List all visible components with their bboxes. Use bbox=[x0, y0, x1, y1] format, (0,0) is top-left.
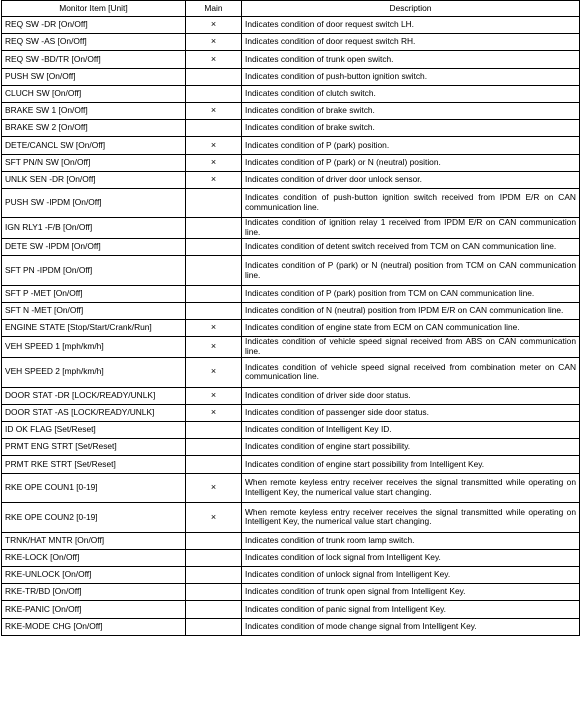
monitor-item-cell: ID OK FLAG [Set/Reset] bbox=[2, 421, 186, 438]
main-cell bbox=[186, 188, 242, 218]
description-cell: Indicates condition of P (park) or N (neutral) position from TCM on CAN communication line. bbox=[242, 256, 580, 286]
main-cell bbox=[186, 218, 242, 239]
table-body bbox=[2, 17, 580, 636]
main-cell: × bbox=[186, 473, 242, 503]
monitor-item-cell: IGN RLY1 -F/B [On/Off] bbox=[2, 218, 186, 239]
description-cell: Indicates condition of trunk open signal from Intelligent Key. bbox=[242, 584, 580, 601]
main-cell bbox=[186, 567, 242, 584]
main-cell bbox=[186, 239, 242, 256]
main-cell bbox=[186, 421, 242, 438]
main-cell bbox=[186, 584, 242, 601]
main-cell: × bbox=[186, 337, 242, 358]
description-cell: Indicates condition of driver door unlock sensor. bbox=[242, 171, 580, 188]
description-cell: Indicates condition of passenger side door status. bbox=[242, 404, 580, 421]
table-row bbox=[2, 218, 580, 239]
table-row bbox=[2, 404, 580, 421]
main-cell: × bbox=[186, 387, 242, 404]
main-cell bbox=[186, 439, 242, 456]
monitor-item-cell: SFT N -MET [On/Off] bbox=[2, 303, 186, 320]
table-row bbox=[2, 51, 580, 68]
table-row bbox=[2, 456, 580, 473]
table-row bbox=[2, 68, 580, 85]
main-cell: × bbox=[186, 137, 242, 154]
monitor-item-cell: DOOR STAT -DR [LOCK/READY/UNLK] bbox=[2, 387, 186, 404]
table-header-row bbox=[2, 1, 580, 17]
table-row bbox=[2, 584, 580, 601]
monitor-item-cell: RKE OPE COUN2 [0-19] bbox=[2, 503, 186, 533]
monitor-item-cell: DETE/CANCL SW [On/Off] bbox=[2, 137, 186, 154]
description-cell: When remote keyless entry receiver receives the signal transmitted while operating on Intelligent Key, the numerical value start changing. bbox=[242, 473, 580, 503]
table-row bbox=[2, 285, 580, 302]
main-cell bbox=[186, 456, 242, 473]
table-row bbox=[2, 102, 580, 119]
table-row bbox=[2, 239, 580, 256]
main-cell bbox=[186, 285, 242, 302]
description-cell: Indicates condition of engine state from ECM on CAN communication line. bbox=[242, 320, 580, 337]
monitor-item-cell: SFT PN -IPDM [On/Off] bbox=[2, 256, 186, 286]
table-row bbox=[2, 154, 580, 171]
description-cell: Indicates condition of ignition relay 1 received from IPDM E/R on CAN communication line. bbox=[242, 218, 580, 239]
header-monitor-item: Monitor Item [Unit] bbox=[2, 1, 186, 17]
monitor-item-cell: PRMT ENG STRT [Set/Reset] bbox=[2, 439, 186, 456]
main-cell bbox=[186, 601, 242, 618]
table-row bbox=[2, 532, 580, 549]
table-row bbox=[2, 387, 580, 404]
monitor-item-cell: ENGINE STATE [Stop/Start/Crank/Run] bbox=[2, 320, 186, 337]
monitor-item-cell: BRAKE SW 1 [On/Off] bbox=[2, 102, 186, 119]
monitor-item-cell: UNLK SEN -DR [On/Off] bbox=[2, 171, 186, 188]
main-cell bbox=[186, 120, 242, 137]
description-cell: Indicates condition of P (park) position from TCM on CAN communication line. bbox=[242, 285, 580, 302]
monitor-item-cell: DETE SW -IPDM [On/Off] bbox=[2, 239, 186, 256]
monitor-item-cell: VEH SPEED 2 [mph/km/h] bbox=[2, 358, 186, 388]
description-cell: Indicates condition of Intelligent Key ID. bbox=[242, 421, 580, 438]
monitor-item-cell: RKE-PANIC [On/Off] bbox=[2, 601, 186, 618]
table-row bbox=[2, 171, 580, 188]
table-row bbox=[2, 601, 580, 618]
monitor-item-cell: REQ SW -BD/TR [On/Off] bbox=[2, 51, 186, 68]
table-row bbox=[2, 549, 580, 566]
description-cell: Indicates condition of engine start possibility. bbox=[242, 439, 580, 456]
description-cell: Indicates condition of P (park) or N (neutral) position. bbox=[242, 154, 580, 171]
monitor-item-cell: TRNK/HAT MNTR [On/Off] bbox=[2, 532, 186, 549]
description-cell: Indicates condition of brake switch. bbox=[242, 102, 580, 119]
table-row bbox=[2, 358, 580, 388]
monitor-item-cell: SFT PN/N SW [On/Off] bbox=[2, 154, 186, 171]
description-cell: Indicates condition of panic signal from Intelligent Key. bbox=[242, 601, 580, 618]
description-cell: Indicates condition of clutch switch. bbox=[242, 85, 580, 102]
header-description: Description bbox=[242, 1, 580, 17]
description-cell: Indicates condition of unlock signal from Intelligent Key. bbox=[242, 567, 580, 584]
table-row bbox=[2, 137, 580, 154]
table-row bbox=[2, 567, 580, 584]
description-cell: When remote keyless entry receiver receives the signal transmitted while operating on Intelligent Key, the numerical value start changing. bbox=[242, 503, 580, 533]
description-cell: Indicates condition of trunk open switch. bbox=[242, 51, 580, 68]
description-cell: Indicates condition of push-button ignition switch. bbox=[242, 68, 580, 85]
monitor-item-cell: PUSH SW [On/Off] bbox=[2, 68, 186, 85]
description-cell: Indicates condition of vehicle speed signal received from ABS on CAN communication line. bbox=[242, 337, 580, 358]
description-cell: Indicates condition of vehicle speed signal received from combination meter on CAN communication line. bbox=[242, 358, 580, 388]
main-cell bbox=[186, 256, 242, 286]
description-cell: Indicates condition of mode change signal from Intelligent Key. bbox=[242, 618, 580, 635]
monitor-item-cell: DOOR STAT -AS [LOCK/READY/UNLK] bbox=[2, 404, 186, 421]
main-cell: × bbox=[186, 503, 242, 533]
table-row bbox=[2, 618, 580, 635]
description-cell: Indicates condition of push-button ignition switch received from IPDM E/R on CAN communication line. bbox=[242, 188, 580, 218]
table-row bbox=[2, 256, 580, 286]
monitor-item-cell: BRAKE SW 2 [On/Off] bbox=[2, 120, 186, 137]
description-cell: Indicates condition of driver side door status. bbox=[242, 387, 580, 404]
monitor-item-cell: REQ SW -AS [On/Off] bbox=[2, 34, 186, 51]
table-row bbox=[2, 34, 580, 51]
main-cell: × bbox=[186, 102, 242, 119]
monitor-item-cell: PRMT RKE STRT [Set/Reset] bbox=[2, 456, 186, 473]
monitor-item-cell: RKE OPE COUN1 [0-19] bbox=[2, 473, 186, 503]
description-cell: Indicates condition of P (park) position. bbox=[242, 137, 580, 154]
table-row bbox=[2, 473, 580, 503]
description-cell: Indicates condition of lock signal from Intelligent Key. bbox=[242, 549, 580, 566]
monitor-item-cell: SFT P -MET [On/Off] bbox=[2, 285, 186, 302]
main-cell bbox=[186, 532, 242, 549]
main-cell: × bbox=[186, 404, 242, 421]
table-row bbox=[2, 85, 580, 102]
monitor-item-cell: REQ SW -DR [On/Off] bbox=[2, 17, 186, 34]
main-cell: × bbox=[186, 171, 242, 188]
monitor-item-cell: RKE-MODE CHG [On/Off] bbox=[2, 618, 186, 635]
main-cell: × bbox=[186, 17, 242, 34]
main-cell bbox=[186, 303, 242, 320]
description-cell: Indicates condition of door request switch RH. bbox=[242, 34, 580, 51]
main-cell: × bbox=[186, 34, 242, 51]
header-main: Main bbox=[186, 1, 242, 17]
description-cell: Indicates condition of detent switch received from TCM on CAN communication line. bbox=[242, 239, 580, 256]
description-cell: Indicates condition of brake switch. bbox=[242, 120, 580, 137]
description-cell: Indicates condition of N (neutral) position from IPDM E/R on CAN communication line. bbox=[242, 303, 580, 320]
table-row bbox=[2, 421, 580, 438]
table-row bbox=[2, 439, 580, 456]
main-cell: × bbox=[186, 154, 242, 171]
description-cell: Indicates condition of trunk room lamp switch. bbox=[242, 532, 580, 549]
main-cell bbox=[186, 85, 242, 102]
monitor-item-cell: RKE-UNLOCK [On/Off] bbox=[2, 567, 186, 584]
table-row bbox=[2, 120, 580, 137]
main-cell: × bbox=[186, 320, 242, 337]
main-cell bbox=[186, 618, 242, 635]
monitor-item-cell: RKE-TR/BD [On/Off] bbox=[2, 584, 186, 601]
main-cell bbox=[186, 549, 242, 566]
table-row bbox=[2, 303, 580, 320]
monitor-item-cell: VEH SPEED 1 [mph/km/h] bbox=[2, 337, 186, 358]
description-cell: Indicates condition of door request switch LH. bbox=[242, 17, 580, 34]
description-cell: Indicates condition of engine start possibility from Intelligent Key. bbox=[242, 456, 580, 473]
table-row bbox=[2, 337, 580, 358]
table-row bbox=[2, 503, 580, 533]
monitor-item-table bbox=[1, 0, 580, 636]
monitor-item-cell: CLUCH SW [On/Off] bbox=[2, 85, 186, 102]
table-row bbox=[2, 320, 580, 337]
monitor-item-cell: PUSH SW -IPDM [On/Off] bbox=[2, 188, 186, 218]
monitor-item-cell: RKE-LOCK [On/Off] bbox=[2, 549, 186, 566]
main-cell bbox=[186, 68, 242, 85]
main-cell: × bbox=[186, 358, 242, 388]
table-row bbox=[2, 17, 580, 34]
main-cell: × bbox=[186, 51, 242, 68]
table-row bbox=[2, 188, 580, 218]
